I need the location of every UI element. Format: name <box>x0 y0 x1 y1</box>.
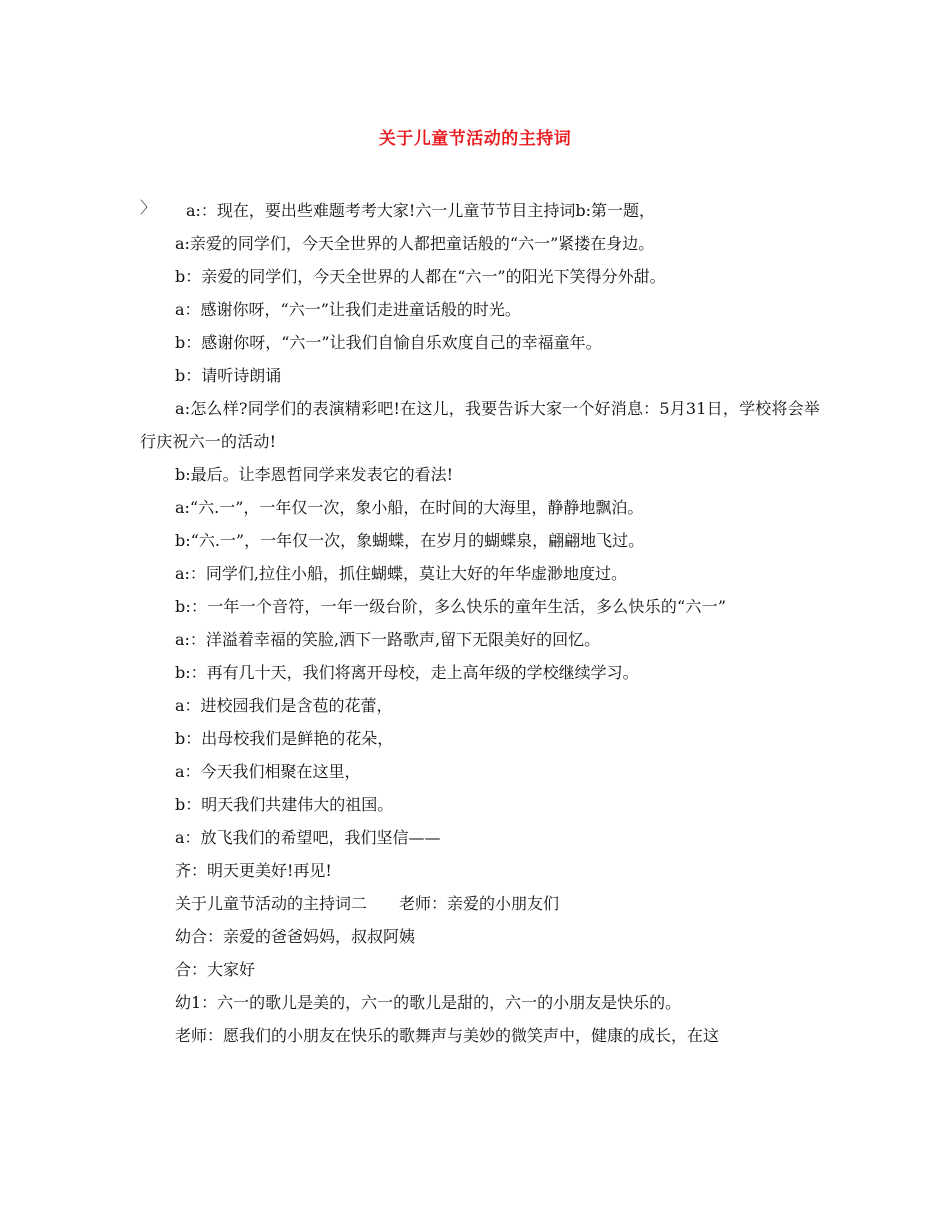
text-line: a：放飞我们的希望吧，我们坚信—— <box>175 828 441 847</box>
text-line: a：感谢你呀，“六一”让我们走进童话般的时光。 <box>175 300 521 319</box>
text-line: a:“六.一”，一年仅一次，象小船，在时间的大海里，静静地飘泊。 <box>175 498 644 517</box>
text-line: 幼合：亲爱的爸爸妈妈，叔叔阿姨 <box>175 927 416 946</box>
text-line: b：请听诗朗诵 <box>175 366 282 385</box>
text-paragraph: b:：一年一个音符，一年一级台阶，多么快乐的童年生活，多么快乐的“六一” <box>175 597 727 616</box>
list-marker-icon: 〉 <box>140 198 157 217</box>
text-line: a:：洋溢着幸福的笑脸,洒下一路歌声,留下无限美好的回忆。 <box>175 630 601 649</box>
text-line: 老师：愿我们的小朋友在快乐的歌舞声与美妙的微笑声中，健康的成长，在这 <box>175 1026 720 1045</box>
text-paragraph: a:怎么样?同学们的表演精彩吧!在这儿，我要告诉大家一个好消息：5月31日，学校将会举行庆祝六一的活动! <box>140 399 821 451</box>
text-line: a:：现在，要出些难题考考大家!六一儿童节节目主持词b:第一题， <box>186 201 655 220</box>
text-line: b：明天我们共建伟大的祖国。 <box>175 795 394 814</box>
text-line: a：进校园我们是含苞的花蕾， <box>175 696 393 715</box>
text-line: b:“六.一”，一年仅一次，象蝴蝶，在岁月的蝴蝶泉，翩翩地飞过。 <box>175 531 645 550</box>
text-line: a：今天我们相聚在这里， <box>175 762 361 781</box>
text-line: a:：同学们,拉住小船，抓住蝴蝶，莫让大好的年华虚渺地度过。 <box>175 564 628 583</box>
text-line: 幼1：六一的歌儿是美的，六一的歌儿是甜的，六一的小朋友是快乐的。 <box>175 993 682 1012</box>
text-line: b:：再有几十天，我们将离开母校，走上高年级的学校继续学习。 <box>175 663 639 682</box>
text-line: 齐：明天更美好!再见! <box>175 861 332 880</box>
text-line: 关于儿童节活动的主持词二 老师：亲爱的小朋友们 <box>175 894 560 913</box>
text-line: b：出母校我们是鲜艳的花朵， <box>175 729 394 748</box>
document-title: 关于儿童节活动的主持词 <box>378 129 572 149</box>
text-line: b:最后。让李恩哲同学来发表它的看法! <box>175 465 454 484</box>
text-line: b：亲爱的同学们，今天全世界的人都在“六一”的阳光下笑得分外甜。 <box>175 267 666 286</box>
text-line: a:亲爱的同学们，今天全世界的人都把童话般的“六一”紧搂在身边。 <box>175 234 655 253</box>
text-line: 合：大家好 <box>175 960 256 979</box>
document-body <box>140 194 830 1052</box>
text-line: b：感谢你呀，“六一”让我们自愉自乐欢度自己的幸福童年。 <box>175 333 602 352</box>
